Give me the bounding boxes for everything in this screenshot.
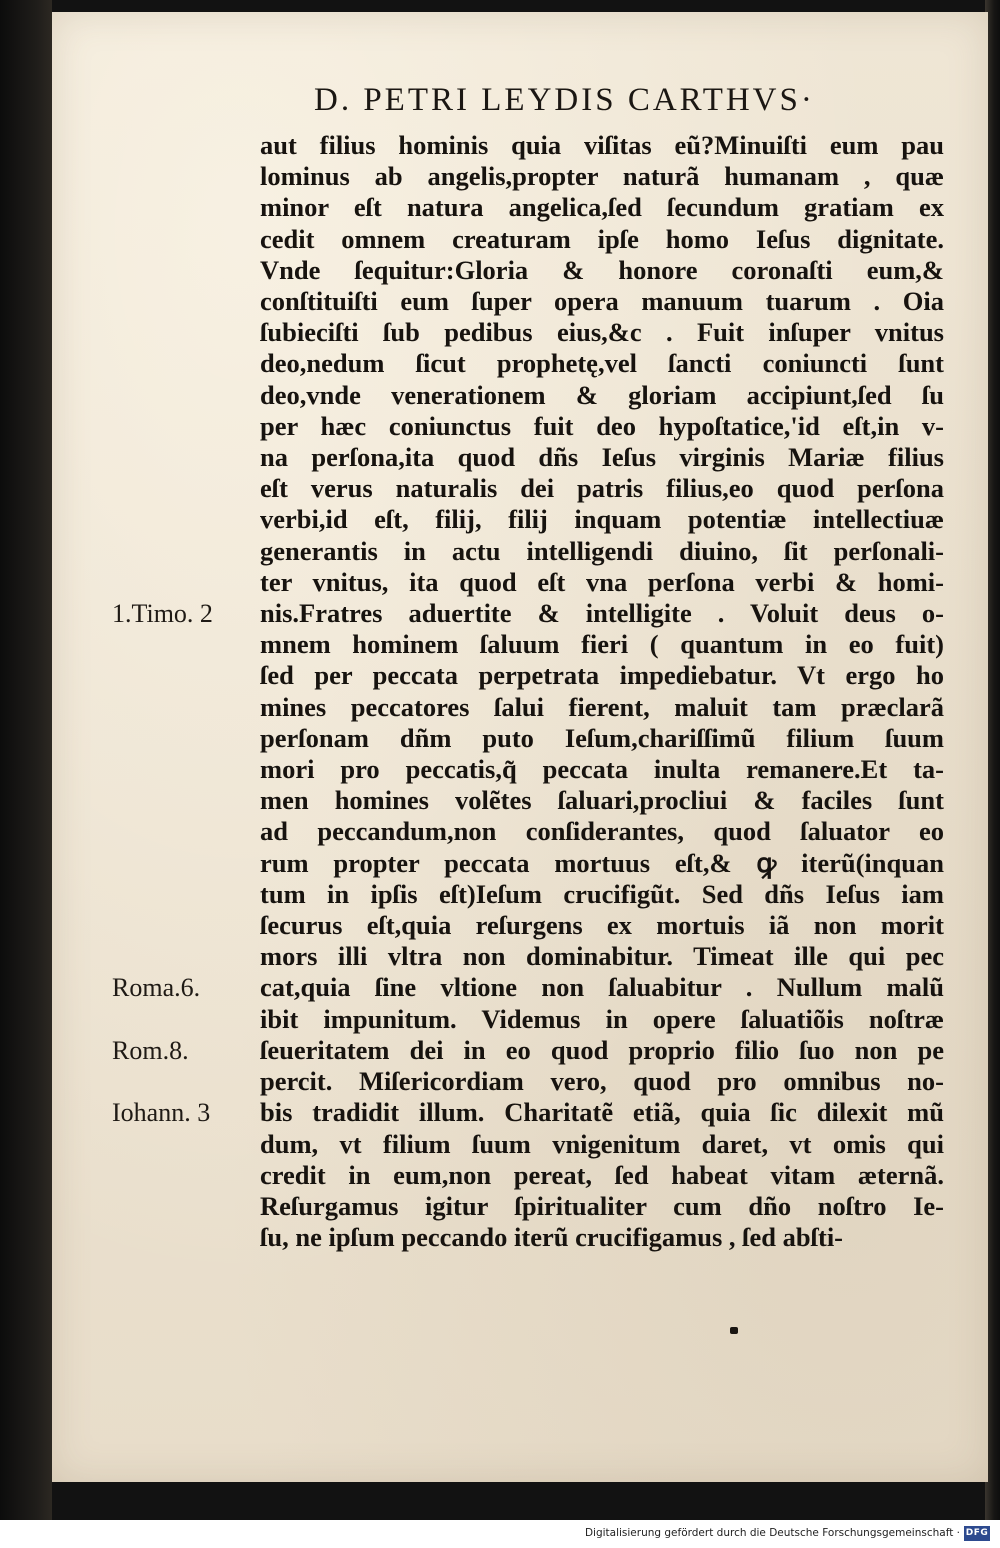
text-line: ſecurus eſt,quia reſurgens ex mortuis iã non morit — [260, 910, 944, 941]
text-line: per hæc coniunctus fuit deo hypoſtatice,'id eſt,in v- — [260, 410, 944, 441]
body-text — [260, 130, 944, 1253]
text-line: ſu, ne ipſum peccando iterũ crucifigamus , ſed abſti- — [260, 1222, 843, 1253]
text-line: ſeueritatem dei in eo quod proprio filio ſuo non pe — [260, 1034, 944, 1065]
text-line: ſed per peccata perpetrata impediebatur. Vt ergo ho — [260, 660, 944, 691]
running-head: D. PETRI LEYDIS CARTHVS· — [314, 82, 815, 118]
text-line: nis.Fratres aduertite & intelligite . Voluit deus o- — [260, 598, 944, 629]
text-line: na perſona,ita quod dñs Ieſus virginis Mariæ filius — [260, 442, 944, 473]
text-line: ibit impunitum. Videmus in opere ſaluatiõis noſtræ — [260, 1003, 944, 1034]
text-line: ad peccandum,non conſiderantes, quod ſaluator eo — [260, 816, 944, 847]
text-line: verbi,id eſt, filij, filij inquam potentiæ intellectiuæ — [260, 504, 944, 535]
text-line: rum propter peccata mortuus eſt,& ꝙ iterũ(inquan — [260, 847, 944, 878]
text-line: mors illi vltra non dominabitur. Timeat ille qui pec — [260, 941, 944, 972]
dfg-logo: DFG — [964, 1526, 990, 1541]
text-line: Vnde ſequitur:Gloria & honore coronaſti eum,& — [260, 254, 944, 285]
text-line: credit in eum,non pereat, ſed habeat vitam æternã. — [260, 1159, 944, 1190]
text-line: Reſurgamus igitur ſpiritualiter cum dño noſtro Ie- — [260, 1190, 944, 1221]
text-line: cedit omnem creaturam ipſe homo Ieſus dignitate. — [260, 223, 944, 254]
text-line: aut filius hominis quia viſitas eũ?Minuiſti eum pau — [260, 130, 944, 160]
text-line: eſt verus naturalis dei patris filius,eo quod perſona — [260, 473, 944, 504]
footer-credit: Digitalisierung gefördert durch die Deutsche Forschungsgemeinschaft · — [584, 1527, 960, 1539]
text-line: conſtituiſti eum ſuper opera manuum tuarum . Oia — [260, 286, 944, 317]
text-line: tum in ipſis eſt)Ieſum crucifigũt. Sed dñs Ieſus iam — [260, 878, 944, 909]
text-line: dum, vt filium ſuum vnigenitum daret, vt omis qui — [260, 1128, 944, 1159]
text-line: ſubieciſti ſub pedibus eius,&c . Fuit inſuper vnitus — [260, 317, 944, 348]
text-line: deo,vnde venerationem & gloriam accipiunt,ſed ſu — [260, 379, 944, 410]
book-spine-shadow — [0, 0, 52, 1520]
margin-note: Iohann. 3 — [112, 1098, 211, 1128]
text-line: ter vnitus, ita quod eſt vna perſona verbi & homi- — [260, 566, 944, 597]
text-line: mori pro peccatis,q̃ peccata inulta remanere.Et ta- — [260, 754, 944, 785]
catchword-mark — [730, 1327, 738, 1334]
margin-note: 1.Timo. 2 — [112, 599, 213, 628]
text-line: cat,quia ſine vltione non ſaluabitur . Nullum malũ — [260, 972, 944, 1003]
margin-note: Rom.8. — [112, 1035, 189, 1065]
text-line: deo,nedum ſicut prophetę,vel ſancti coniuncti ſunt — [260, 348, 944, 379]
margin-note: Roma.6. — [112, 973, 201, 1003]
text-line: mines peccatores ſalui fierent, maluit tam præclarã — [260, 691, 944, 722]
text-line: lominus ab angelis,propter naturã humanam , quæ — [260, 161, 944, 192]
text-line: minor eſt natura angelica,ſed ſecundum gratiam ex — [260, 192, 944, 223]
book-page — [52, 12, 988, 1482]
text-line: generantis in actu intelligendi diuino, ſit perſonali- — [260, 535, 944, 566]
text-line: mnem hominem ſaluum fieri ( quantum in eo fuit) — [260, 629, 944, 660]
text-line: perſonam dñm puto Ieſum,chariſſimũ filium ſuum — [260, 722, 944, 753]
text-line: men homines volẽtes ſaluari,procliui & faciles ſunt — [260, 785, 944, 816]
text-line: bis tradidit illum. Charitatẽ etiã, quia ſic dilexit mũ — [260, 1097, 944, 1128]
text-line: percit. Miſericordiam vero, quod pro omnibus no- — [260, 1066, 944, 1097]
